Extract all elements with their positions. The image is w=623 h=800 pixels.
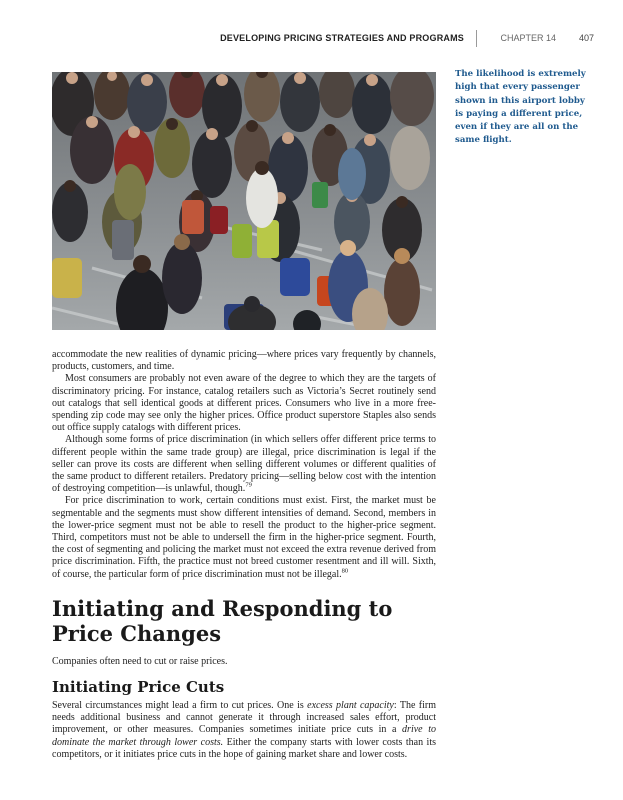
paragraph bbox=[52, 495, 436, 580]
airport-crowd-illustration bbox=[52, 72, 436, 330]
body-text-top bbox=[52, 349, 436, 581]
photo-caption: The likelihood is extremely high that every passenger shown in this airport lobby is paying a different price, even if they are all on the same flight. bbox=[455, 69, 586, 146]
running-head-chapter: CHAPTER 14 bbox=[500, 33, 556, 43]
running-head bbox=[0, 33, 594, 47]
section-heading: Initiating and Responding to Price Changes bbox=[52, 596, 393, 646]
paragraph-text: Although some forms of price discrimination (in which sellers offer different price terms to different people within the same trade group) are illegal, price discrimination is legal if the seller can prove its costs are different when selling different volumes or different qualities of the same product to different retailers. Predatory pricing—selling below cost with the intention of destroying competition—is unlawful, though. bbox=[52, 434, 436, 495]
paragraph: Companies often need to cut or raise prices. bbox=[52, 656, 228, 667]
emphasis-text: drive to dominate the market through lower costs. bbox=[52, 724, 436, 748]
page-number: 407 bbox=[578, 33, 594, 43]
airport-lobby-photo bbox=[52, 72, 436, 330]
footnote-ref: 79 bbox=[245, 481, 252, 489]
paragraph-text: : The firm needs additional business and cannot generate it through increased sales effort, product improvement, or other measures. Companies sometimes initiate price cuts in a bbox=[52, 700, 436, 736]
section-intro bbox=[52, 656, 436, 668]
paragraph bbox=[52, 434, 436, 495]
footnote-ref: 80 bbox=[341, 567, 349, 575]
subsection-heading: Initiating Price Cuts bbox=[52, 678, 225, 696]
paragraph-text: Several circumstances might lead a firm to cut prices. One is bbox=[52, 700, 308, 711]
paragraph-text: For price discrimination to work, certain conditions must exist. First, the market must be segmentable and the segments must show different intensities of demand. Second, members in the lower-price segment must not be able to resell the product to the higher-price segment. Third, competitors must not be able to undersell the firm in the higher-price segment. Fourth, the cost of segmenting and policing the market must not exceed the extra revenue derived from price discrimination. Fifth, the practice must not breed customer resentment and ill will. Sixth, of course, the particular form of price discrimination must not be illegal. bbox=[52, 495, 436, 580]
running-head-divider bbox=[476, 30, 477, 47]
running-head-section-title: DEVELOPING PRICING STRATEGIES AND PROGRAMS bbox=[220, 33, 464, 43]
subsection-body bbox=[52, 700, 436, 761]
paragraph: Most consumers are probably not even aware of the degree to which they are the targets of discriminatory pricing. For instance, catalog retailers such as Victoria’s Secret routinely send out catalogs that sell identical goods at different prices. Consumers who live in a more free-spending zip code may see only the higher prices. Office product superstore Staples also sends out office supply catalogs with different prices. bbox=[52, 373, 436, 434]
paragraph-text: Either the company starts with lower costs than its competitors, or it initiates price cuts in the hope of gaining market share and lower costs. bbox=[52, 736, 436, 760]
emphasis-text: excess plant capacity bbox=[307, 700, 394, 711]
paragraph bbox=[52, 700, 436, 761]
paragraph: accommodate the new realities of dynamic pricing—where prices vary frequently by channels, products, customers, and time. bbox=[52, 349, 436, 373]
